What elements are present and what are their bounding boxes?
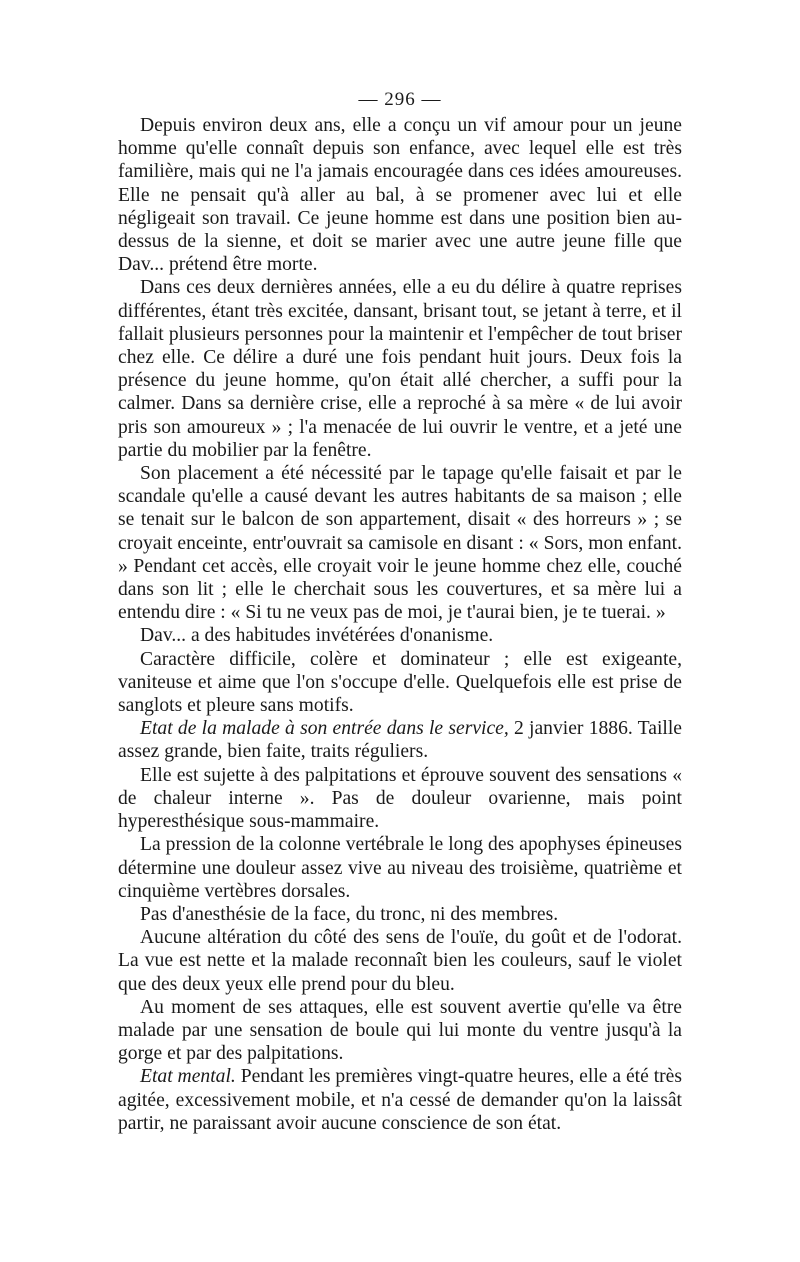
page-number: — 296 —: [358, 89, 442, 110]
paragraph: La pression de la colonne vertébrale le long des apophyses épineuses détermine une douleur assez vive au niveau des troisième, quatrième et cinquième vertèbres dorsales.: [118, 834, 682, 902]
paragraph: [118, 1065, 682, 1135]
paragraph: Dans ces deux dernières années, elle a eu du délire à quatre reprises différentes, étant très excitée, dansant, brisant tout, se jetant à terre, et il fallait plusieurs personnes pour la maintenir et l'empêcher de tout briser chez elle. Ce délire a duré une fois pendant huit jours. Deux fois la présence du jeune homme, qu'on était allé chercher, a suffi pour la calmer. Dans sa dernière crise, elle a reproché à sa mère « de lui avoir pris son amoureux » ; l'a menacée de lui ouvrir le ventre, et a jeté une partie du mobilier par la fenêtre.: [118, 277, 682, 461]
paragraph: Pas d'anesthésie de la face, du tronc, ni des membres.: [140, 903, 559, 925]
paragraph: Son placement a été nécessité par le tapage qu'elle faisait et par le scandale qu'elle a causé devant les autres habitants de sa maison ; elle se tenait sur le balcon de son appartement, disait « des horreurs » ; se croyait enceinte, entr'ouvrait sa camisole en disant : « Sors, mon enfant. » Pendant cet accès, elle croyait voir le jeune homme chez elle, couché dans son lit ; elle le cherchait sous les couvertures, et sa mère lui a entendu dire : « Si tu ne veux pas de moi, je t'aurai bien, je te tuerai. »: [118, 463, 682, 624]
section-lead: Etat de la malade à son entrée dans le service,: [140, 718, 509, 740]
paragraph-text: 2 janvier 1886. Taille assez grande, bien faite, traits réguliers.: [118, 718, 682, 763]
paragraph: [118, 717, 682, 763]
paragraph: Au moment de ses attaques, elle est souvent avertie qu'elle va être malade par une sensation de boule qui lui monte du ventre jusqu'à la gorge et par des palpitations.: [118, 996, 682, 1065]
body-text: [118, 114, 682, 1135]
paragraph: Caractère difficile, colère et dominateur ; elle est exigeante, vaniteuse et aime que l'on s'occupe d'elle. Quelquefois elle est prise de sanglots et pleure sans motifs.: [118, 648, 682, 717]
paragraph: Dav... a des habitudes invétérées d'onanisme.: [140, 625, 494, 647]
paragraph: Depuis environ deux ans, elle a conçu un vif amour pour un jeune homme qu'elle connaît depuis son enfance, avec lequel elle est très familière, mais qui ne l'a jamais encouragée dans ces idées amoureuses. Elle ne pensait qu'à aller au bal, à se promener avec lui et elle négligeait son travail. Ce jeune homme est dans une position bien au-dessus de la sienne, et doit se marier avec une autre jeune fille que Dav... prétend être morte.: [118, 115, 682, 276]
paragraph-text: Pendant les premières vingt-quatre heures, elle a été très agitée, excessivement mobile, et n'a cessé de demander qu'on la laissât partir, ne paraissant avoir aucune conscience de son état.: [118, 1066, 683, 1134]
paragraph: Elle est sujette à des palpitations et éprouve souvent des sensations « de chaleur interne ». Pas de douleur ovarienne, mais point hyperesthésique sous-mammaire.: [118, 764, 682, 833]
section-lead: Etat mental.: [140, 1066, 236, 1088]
paragraph: Aucune altération du côté des sens de l'ouïe, du goût et de l'odorat. La vue est nette et la malade reconnaît bien les couleurs, sauf le violet que des deux yeux elle prend pour du bleu.: [118, 927, 682, 995]
